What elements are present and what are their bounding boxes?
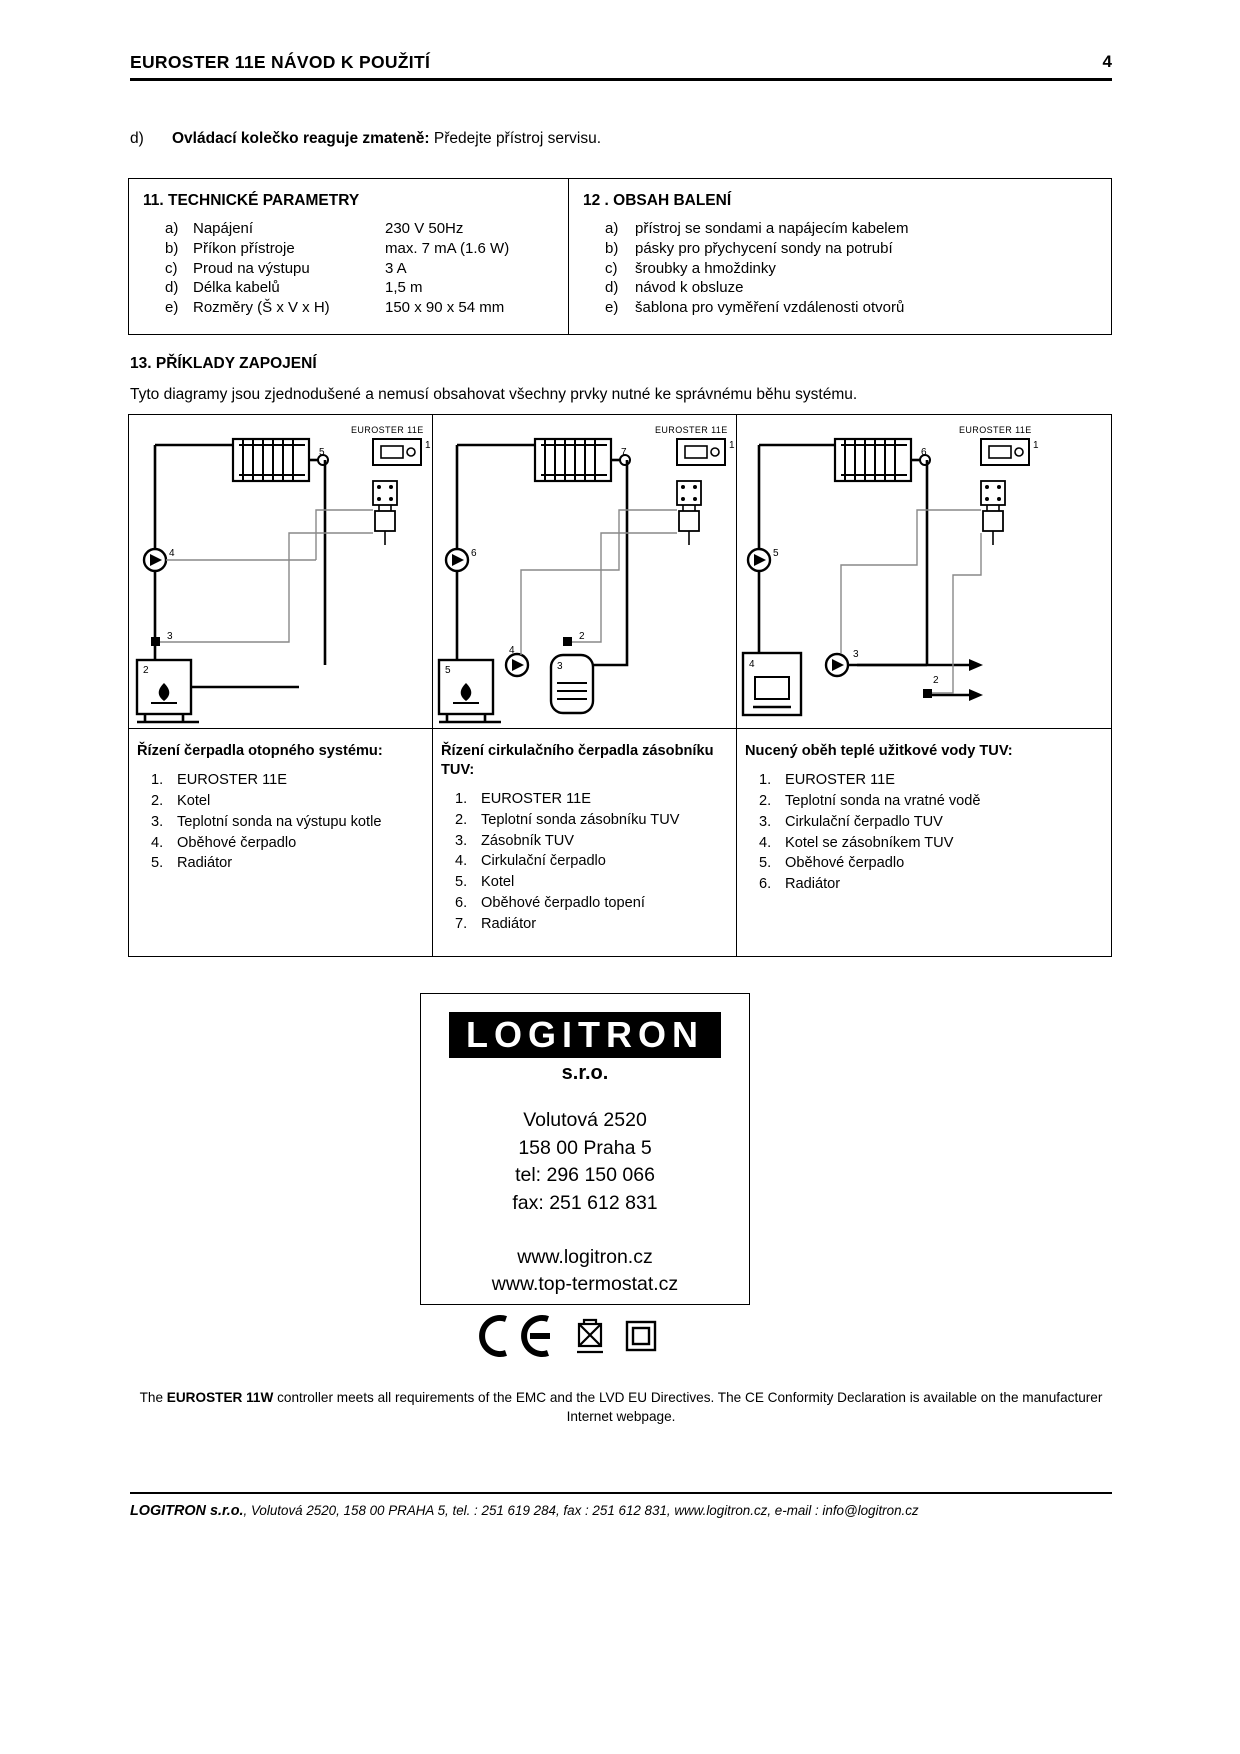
- tech-params-title: 11. TECHNICKÉ PARAMETRY: [143, 192, 360, 209]
- website-line[interactable]: www.logitron.cz: [517, 1245, 653, 1268]
- circulation-pump-tuv-icon: [826, 649, 859, 676]
- svg-text:3: 3: [167, 631, 173, 642]
- list-item: 2. Teplotní sonda zásobníku TUV: [455, 811, 680, 828]
- list-item: 2. Kotel: [151, 792, 211, 809]
- row-value: 150 x 90 x 54 mm: [385, 299, 505, 317]
- page-number: 4: [1102, 52, 1112, 71]
- list-item: 1. EUROSTER 11E: [151, 771, 288, 788]
- address-line: Volutová 2520: [523, 1109, 647, 1131]
- row-value: 3 A: [385, 259, 407, 277]
- row-marker: c): [165, 259, 178, 277]
- forced-tuv-circulation-schematic: [737, 415, 1041, 728]
- row-marker: d): [605, 279, 619, 297]
- item-d-marker: d): [130, 130, 144, 147]
- row-marker: e): [165, 299, 179, 317]
- tech-param-row: [143, 298, 568, 318]
- temperature-sensor-icon: [151, 533, 373, 646]
- boiler-icon: [439, 660, 501, 722]
- diagram-graphic-3: [737, 415, 1111, 728]
- package-row: [583, 278, 1111, 298]
- radiator-icon: [835, 439, 930, 481]
- footer-details: , Volutová 2520, 158 00 PRAHA 5, tel. : 251 619 284, fax : 251 612 831, www.logitron.cz, e-mail : info@logitron.cz: [243, 1503, 919, 1518]
- svg-text:4: 4: [749, 659, 755, 670]
- svg-text:3: 3: [853, 649, 859, 660]
- row-value: max. 7 mA (1.6 W): [385, 239, 510, 257]
- svg-text:EUROSTER 11E: EUROSTER 11E: [351, 425, 424, 435]
- class-ii-square-icon: [622, 1314, 660, 1358]
- company-websites: [421, 1244, 749, 1299]
- temperature-sensor-icon: [841, 510, 981, 698]
- package-row: [583, 259, 1111, 279]
- list-item: 4. Oběhové čerpadlo: [151, 834, 297, 851]
- svg-text:EUROSTER 11E: EUROSTER 11E: [959, 425, 1032, 435]
- package-contents-box: [569, 179, 1111, 334]
- row-marker: e): [605, 299, 619, 317]
- circulation-pump-icon: [506, 645, 528, 676]
- diagram-cell-3: [737, 415, 1111, 956]
- tuv-circulation-pump-schematic: [433, 415, 736, 728]
- row-text: návod k obsluze: [635, 279, 744, 297]
- section-13-note: Tyto diagramy jsou zjednodušené a nemusí obsahovat všechny prvky nutné ke správnému běhu systému.: [130, 386, 858, 403]
- row-text: přístroj se sondami a napájecím kabelem: [635, 220, 909, 237]
- diagram-cell-2: [433, 415, 737, 956]
- package-row: [583, 298, 1111, 318]
- website-line[interactable]: www.top-termostat.cz: [491, 1273, 679, 1296]
- thermostat-device-icon: [655, 425, 735, 465]
- list-item: 6. Radiátor: [759, 876, 841, 893]
- diagram-graphic-1: [129, 415, 432, 728]
- package-list: [583, 219, 1111, 318]
- tech-param-row: [143, 278, 568, 298]
- tech-params-box: [129, 179, 569, 334]
- thermostat-device-icon: [351, 425, 431, 465]
- list-item: 5. Radiátor: [151, 855, 233, 872]
- list-item: 1. EUROSTER 11E: [759, 771, 896, 788]
- svg-text:1: 1: [425, 440, 431, 451]
- certification-marks: [472, 1310, 702, 1362]
- diagram-cell-1: [129, 415, 433, 956]
- emc-suffix: controller meets all requirements of the EMC and the LVD EU Directives. The CE Conformity Declaration is available on the manufacturer Internet webpage.: [273, 1390, 1103, 1425]
- svg-text:2: 2: [579, 631, 585, 642]
- caption-title: Řízení čerpadla otopného systému:: [137, 743, 383, 759]
- power-socket-icon: [981, 481, 1005, 545]
- list-item: 1. EUROSTER 11E: [455, 790, 592, 807]
- address-line: tel: 296 150 066: [515, 1164, 655, 1187]
- svg-text:2: 2: [143, 665, 149, 676]
- tech-param-row: [143, 259, 568, 279]
- company-logo-box: [420, 993, 750, 1305]
- ce-mark-icon: [472, 1313, 558, 1359]
- emc-prefix: The: [139, 1390, 167, 1405]
- thermostat-device-icon: [959, 425, 1039, 465]
- emc-declaration-note: [130, 1388, 1112, 1427]
- diagram-caption-2: [433, 728, 736, 956]
- row-marker: a): [605, 220, 619, 237]
- boiler-icon: [137, 660, 199, 722]
- address-line: 158 00 Praha 5: [518, 1136, 652, 1159]
- row-name: Příkon přístroje: [193, 239, 295, 257]
- package-row: [583, 239, 1111, 259]
- emc-product: EUROSTER 11W: [166, 1390, 274, 1405]
- tech-params-list: [143, 219, 568, 318]
- svg-text:6: 6: [921, 447, 927, 458]
- caption-title: Řízení cirkulačního čerpadla zásobníku TUV:: [441, 743, 714, 778]
- row-marker: b): [165, 239, 179, 257]
- circulation-pump-icon: [144, 510, 373, 571]
- list-item: 3. Teplotní sonda na výstupu kotle: [151, 813, 382, 830]
- diagram-graphic-2: [433, 415, 736, 728]
- temperature-sensor-icon: [521, 510, 677, 655]
- logo-suffix: s.r.o.: [561, 1062, 609, 1084]
- caption-title: Nucený oběh teplé užitkové vody TUV:: [745, 743, 1013, 759]
- caption-list: [745, 771, 1099, 895]
- list-item: 7. Radiátor: [455, 916, 537, 932]
- svg-text:6: 6: [471, 548, 477, 559]
- svg-text:3: 3: [557, 661, 563, 672]
- row-value: 230 V 50Hz: [385, 220, 464, 237]
- svg-text:5: 5: [773, 548, 779, 559]
- list-item: 6. Oběhové čerpadlo topení: [455, 895, 645, 912]
- row-name: Rozměry (Š x V x H): [193, 299, 330, 317]
- company-address: [421, 1107, 749, 1218]
- heating-pump-icon: [748, 548, 779, 571]
- tech-param-row: [143, 219, 568, 239]
- page-header: [130, 46, 1112, 81]
- row-marker: c): [605, 259, 618, 277]
- list-item: 4. Kotel se zásobníkem TUV: [759, 834, 954, 851]
- boiler-with-tank-icon: [743, 653, 801, 715]
- row-marker: d): [165, 279, 179, 297]
- wiring-examples-table: [128, 414, 1112, 957]
- row-text: šroubky a hmoždinky: [635, 259, 776, 277]
- svg-text:7: 7: [621, 447, 627, 458]
- row-marker: b): [605, 239, 619, 257]
- caption-list: [441, 790, 724, 935]
- svg-text:5: 5: [319, 447, 325, 458]
- power-socket-icon: [677, 481, 701, 545]
- item-d-bold: Ovládací kolečko reaguje zmateně:: [172, 130, 430, 147]
- list-item: 4. Cirkulační čerpadlo: [455, 853, 606, 870]
- package-title: 12 . OBSAH BALENÍ: [583, 192, 732, 209]
- list-item: 2. Teplotní sonda na vratné vodě: [759, 792, 981, 809]
- logo-wordmark: LOGITRON: [449, 1012, 721, 1058]
- caption-list: [137, 771, 420, 874]
- power-socket-icon: [373, 481, 397, 545]
- package-row: [583, 219, 1111, 239]
- address-line: fax: 251 612 831: [512, 1192, 658, 1215]
- list-item: 3. Cirkulační čerpadlo TUV: [759, 813, 943, 830]
- row-name: Délka kabelů: [193, 279, 280, 297]
- radiator-icon: [535, 439, 630, 481]
- row-marker: a): [165, 220, 179, 237]
- radiator-icon: [233, 439, 328, 481]
- row-value: 1,5 m: [385, 279, 423, 297]
- row-text: pásky pro přychycení sondy na potrubí: [635, 239, 893, 257]
- diagram-caption-1: [129, 728, 432, 956]
- footer-company: LOGITRON s.r.o.: [130, 1503, 244, 1519]
- list-item: 5. Kotel: [455, 874, 515, 891]
- list-item: 3. Zásobník TUV: [455, 832, 575, 849]
- svg-text:5: 5: [445, 665, 451, 676]
- svg-text:1: 1: [729, 440, 735, 451]
- svg-text:4: 4: [169, 548, 175, 559]
- page-title: EUROSTER 11E NÁVOD K POUŽITÍ: [130, 51, 431, 72]
- row-text: šablona pro vyměření vzdálenosti otvorů: [635, 299, 905, 317]
- diagram-caption-3: [737, 728, 1111, 956]
- svg-text:1: 1: [1033, 440, 1039, 451]
- svg-text:2: 2: [933, 675, 939, 686]
- specs-container: [128, 178, 1112, 335]
- row-name: Napájení: [193, 220, 254, 237]
- tech-param-row: [143, 239, 568, 259]
- page-footer: [130, 1492, 1112, 1519]
- wee-crossed-bin-icon: [572, 1314, 608, 1358]
- heating-pump-icon: [446, 548, 477, 571]
- svg-text:EUROSTER 11E: EUROSTER 11E: [655, 425, 728, 435]
- heating-pump-control-schematic: [129, 415, 432, 728]
- tuv-tank-icon: [551, 655, 593, 713]
- troubleshoot-item-d: [130, 130, 1112, 148]
- section-13-title: 13. PŘÍKLADY ZAPOJENÍ: [130, 355, 317, 372]
- item-d-rest: Předejte přístroj servisu.: [429, 130, 602, 147]
- svg-text:4: 4: [509, 645, 515, 656]
- diagram-graphics-row: [129, 415, 1111, 956]
- row-name: Proud na výstupu: [193, 259, 310, 277]
- list-item: 5. Oběhové čerpadlo: [759, 855, 905, 872]
